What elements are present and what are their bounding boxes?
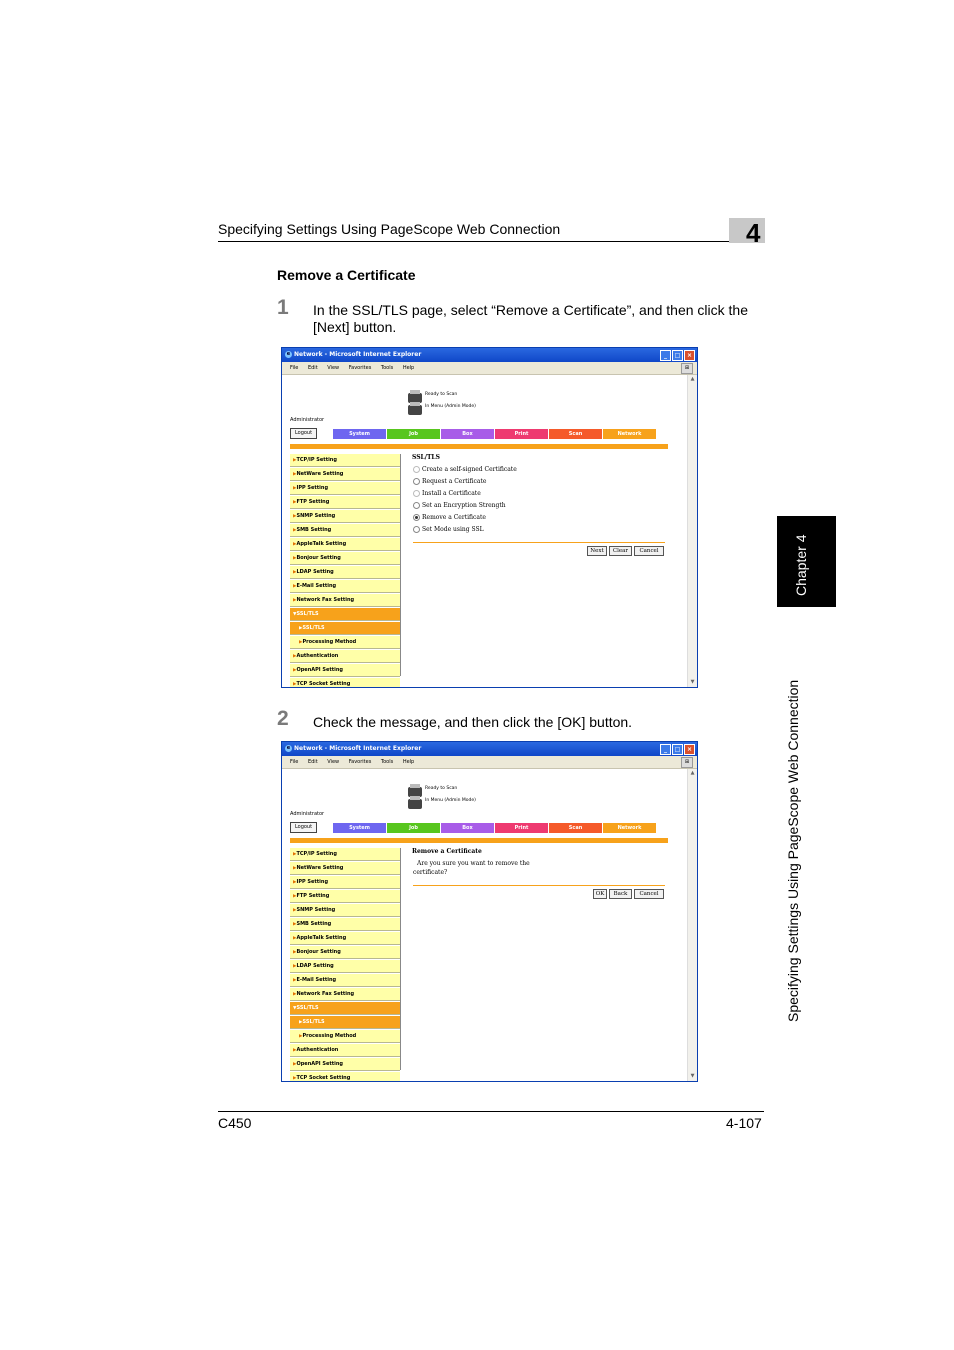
menu-tools[interactable]: Tools xyxy=(380,365,394,371)
menu-item-snmp[interactable]: ▶SNMP Setting xyxy=(290,510,400,523)
radio-icon[interactable] xyxy=(413,526,420,533)
menu-item-processing-method[interactable]: ▶Processing Method xyxy=(290,1030,400,1043)
tab-job[interactable]: Job xyxy=(387,823,440,833)
footer-rule xyxy=(218,1111,764,1112)
windows-logo-icon: ⊞ xyxy=(681,363,693,374)
menu-item-ipp[interactable]: ▶IPP Setting xyxy=(290,482,400,495)
option-remove-certificate[interactable]: Remove a Certificate xyxy=(413,514,486,521)
menu-edit[interactable]: Edit xyxy=(307,365,318,371)
section-title: Remove a Certificate xyxy=(277,267,416,283)
minimize-icon[interactable]: _ xyxy=(660,350,671,361)
maximize-icon[interactable]: □ xyxy=(672,744,683,755)
top-tabs xyxy=(333,823,657,833)
menu-bar xyxy=(282,362,697,375)
header-bar xyxy=(290,838,668,843)
close-icon[interactable]: × xyxy=(684,744,695,755)
ok-button[interactable]: OK xyxy=(593,889,607,899)
footer-model: C450 xyxy=(218,1115,252,1131)
menu-item-openapi[interactable]: ▶OpenAPI Setting xyxy=(290,1058,400,1071)
menu-help[interactable]: Help xyxy=(402,365,415,371)
option-install-certificate[interactable]: Install a Certificate xyxy=(413,490,481,497)
option-encryption-strength[interactable]: Set an Encryption Strength xyxy=(413,502,506,509)
menu-item-ldap[interactable]: ▶LDAP Setting xyxy=(290,566,400,579)
window-title: Network - Microsoft Internet Explorer xyxy=(294,351,422,358)
page-content xyxy=(282,769,697,1081)
option-create-self-signed[interactable]: Create a self-signed Certificate xyxy=(413,466,517,473)
menu-item-tcpip[interactable]: ▶TCP/IP Setting xyxy=(290,454,400,467)
menu-item-ftp[interactable]: ▶FTP Setting xyxy=(290,496,400,509)
radio-icon[interactable] xyxy=(413,478,420,485)
ie-icon: e xyxy=(286,351,291,357)
menu-file[interactable]: File xyxy=(290,365,299,371)
side-menu xyxy=(290,454,400,688)
menu-item-openapi[interactable]: ▶OpenAPI Setting xyxy=(290,664,400,677)
menu-item-network-fax[interactable]: ▶Network Fax Setting xyxy=(290,988,400,1001)
minimize-icon[interactable]: _ xyxy=(660,744,671,755)
menu-item-ldap[interactable]: ▶LDAP Setting xyxy=(290,960,400,973)
menu-item-network-fax[interactable]: ▶Network Fax Setting xyxy=(290,594,400,607)
top-tabs xyxy=(333,429,657,439)
browser-window-1 xyxy=(281,347,698,688)
scroll-up-icon[interactable]: ▲ xyxy=(690,770,695,776)
menu-item-email[interactable]: ▶E-Mail Setting xyxy=(290,974,400,987)
menu-item-ssltls-sub[interactable]: ▶SSL/TLS xyxy=(290,1016,400,1029)
tab-print[interactable]: Print xyxy=(495,429,548,439)
tab-network[interactable]: Network xyxy=(603,823,656,833)
menu-tools[interactable]: Tools xyxy=(380,759,394,765)
menu-item-ipp[interactable]: ▶IPP Setting xyxy=(290,876,400,889)
menu-item-ftp[interactable]: ▶FTP Setting xyxy=(290,890,400,903)
admin-label: Administrator xyxy=(290,417,325,423)
menu-item-appletalk[interactable]: ▶AppleTalk Setting xyxy=(290,932,400,945)
printer-icon xyxy=(408,405,422,415)
menu-item-ssltls-sub[interactable]: ▶SSL/TLS xyxy=(290,622,400,635)
status-mode: In Menu (Admin Mode) xyxy=(425,404,476,409)
menu-item-appletalk[interactable]: ▶AppleTalk Setting xyxy=(290,538,400,551)
option-request-certificate[interactable]: Request a Certificate xyxy=(413,478,486,485)
printer-icon xyxy=(408,799,422,809)
tab-system[interactable]: System xyxy=(333,429,386,439)
menu-item-ssltls[interactable]: ▼SSL/TLS xyxy=(290,608,400,621)
menu-favorites[interactable]: Favorites xyxy=(348,759,372,765)
confirm-message: Are you sure you want to remove the certificate? xyxy=(413,860,530,876)
side-menu xyxy=(290,848,400,1082)
option-set-mode-ssl[interactable]: Set Mode using SSL xyxy=(413,526,484,533)
chapter-side-label: Chapter 4 xyxy=(793,534,809,596)
title-bar xyxy=(282,348,697,362)
logout-button[interactable]: Logout xyxy=(290,428,317,439)
menu-item-tcp-socket[interactable]: ▶TCP Socket Setting xyxy=(290,1072,400,1082)
panel-title: SSL/TLS xyxy=(412,454,440,461)
vertical-scrollbar[interactable] xyxy=(687,375,697,687)
panel-rule xyxy=(413,542,665,543)
cancel-button[interactable]: Cancel xyxy=(634,546,664,556)
menu-favorites[interactable]: Favorites xyxy=(348,365,372,371)
side-section-label: Specifying Settings Using PageScope Web Connection xyxy=(785,679,801,1022)
menu-item-authentication[interactable]: ▶Authentication xyxy=(290,650,400,663)
header-rule xyxy=(218,241,764,242)
menu-item-snmp[interactable]: ▶SNMP Setting xyxy=(290,904,400,917)
radio-icon[interactable] xyxy=(413,490,420,497)
step-2-number: 2 xyxy=(277,707,289,730)
scroll-down-icon[interactable]: ▼ xyxy=(690,679,695,685)
step-2-text: Check the message, and then click the [OK] button. xyxy=(313,714,633,730)
window-title: Network - Microsoft Internet Explorer xyxy=(294,745,422,752)
menu-item-tcpip[interactable]: ▶TCP/IP Setting xyxy=(290,848,400,861)
menu-item-netware[interactable]: ▶NetWare Setting xyxy=(290,862,400,875)
menu-item-bonjour[interactable]: ▶Bonjour Setting xyxy=(290,946,400,959)
windows-logo-icon: ⊞ xyxy=(681,757,693,768)
menu-edit[interactable]: Edit xyxy=(307,759,318,765)
tab-job[interactable]: Job xyxy=(387,429,440,439)
scroll-up-icon[interactable]: ▲ xyxy=(690,376,695,382)
menu-item-bonjour[interactable]: ▶Bonjour Setting xyxy=(290,552,400,565)
menu-item-netware[interactable]: ▶NetWare Setting xyxy=(290,468,400,481)
menu-file[interactable]: File xyxy=(290,759,299,765)
tab-scan[interactable]: Scan xyxy=(549,823,602,833)
next-button[interactable]: Next xyxy=(587,546,607,556)
tab-box[interactable]: Box xyxy=(441,429,494,439)
tab-box[interactable]: Box xyxy=(441,823,494,833)
admin-label: Administrator xyxy=(290,811,325,817)
menu-help[interactable]: Help xyxy=(402,759,415,765)
status-ready: Ready to Scan xyxy=(425,786,458,791)
browser-window-2 xyxy=(281,741,698,1082)
tab-network[interactable]: Network xyxy=(603,429,656,439)
menu-divider xyxy=(400,454,401,676)
panel-rule xyxy=(413,885,665,886)
scroll-down-icon[interactable]: ▼ xyxy=(690,1073,695,1079)
menu-view[interactable]: View xyxy=(327,365,340,371)
menu-item-authentication[interactable]: ▶Authentication xyxy=(290,1044,400,1057)
clear-button[interactable]: Clear xyxy=(609,546,632,556)
menu-divider xyxy=(400,848,401,1070)
tab-scan[interactable]: Scan xyxy=(549,429,602,439)
tab-system[interactable]: System xyxy=(333,823,386,833)
back-button[interactable]: Back xyxy=(609,889,632,899)
menu-item-processing-method[interactable]: ▶Processing Method xyxy=(290,636,400,649)
step-1-number: 1 xyxy=(277,296,289,319)
close-icon[interactable]: × xyxy=(684,350,695,361)
menu-item-smb[interactable]: ▶SMB Setting xyxy=(290,524,400,537)
radio-icon[interactable] xyxy=(413,466,420,473)
status-mode: In Menu (Admin Mode) xyxy=(425,798,476,803)
ie-icon: e xyxy=(286,745,291,751)
page-content xyxy=(282,375,697,687)
header-bar xyxy=(290,444,668,449)
menu-view[interactable]: View xyxy=(327,759,340,765)
menu-item-email[interactable]: ▶E-Mail Setting xyxy=(290,580,400,593)
vertical-scrollbar[interactable] xyxy=(687,769,697,1081)
step-1-text: In the SSL/TLS page, select “Remove a Certificate”, and then click the [Next] button. xyxy=(313,302,748,335)
chapter-number: 4 xyxy=(746,218,761,248)
tab-print[interactable]: Print xyxy=(495,823,548,833)
running-header-title: Specifying Settings Using PageScope Web Connection xyxy=(218,221,561,237)
menu-item-ssltls[interactable]: ▼SSL/TLS xyxy=(290,1002,400,1015)
radio-selected-icon[interactable] xyxy=(413,514,420,521)
logout-button[interactable]: Logout xyxy=(290,822,317,833)
menu-bar xyxy=(282,756,697,769)
menu-item-smb[interactable]: ▶SMB Setting xyxy=(290,918,400,931)
radio-icon[interactable] xyxy=(413,502,420,509)
maximize-icon[interactable]: □ xyxy=(672,350,683,361)
panel-title: Remove a Certificate xyxy=(412,848,482,855)
title-bar xyxy=(282,742,697,756)
cancel-button[interactable]: Cancel xyxy=(634,889,664,899)
status-ready: Ready to Scan xyxy=(425,392,458,397)
footer-page-number: 4-107 xyxy=(726,1115,762,1131)
menu-item-tcp-socket[interactable]: ▶TCP Socket Setting xyxy=(290,678,400,688)
